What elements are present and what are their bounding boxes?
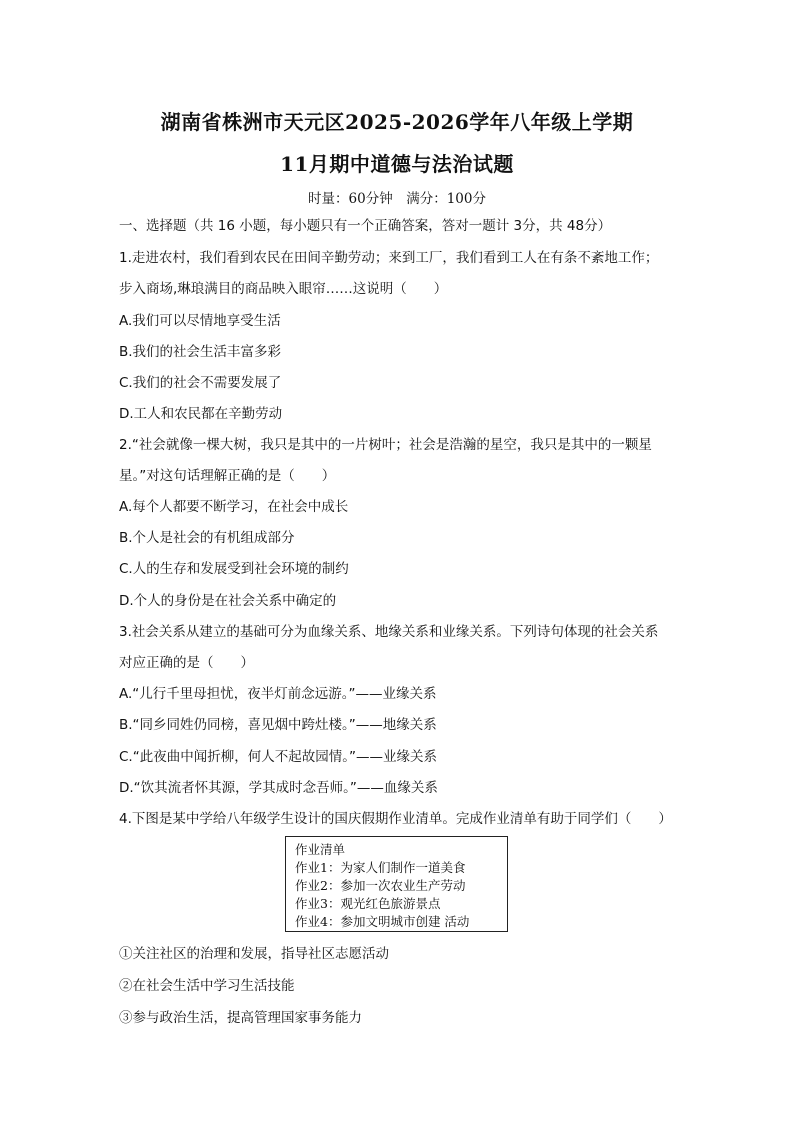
question-1-option-c: C.我们的社会不需要发展了 bbox=[119, 375, 282, 391]
homework-item-2: 作业2：参加一次农业生产劳动 bbox=[295, 878, 466, 893]
question-2-stem-line2: 星。”对这句话理解正确的是（ ） bbox=[119, 468, 336, 484]
question-3-option-c: C.“此夜曲中闻折柳，何人不起故园情。”——业缘关系 bbox=[119, 749, 437, 765]
homework-list-box bbox=[285, 836, 508, 932]
question-1-option-b: B.我们的社会生活丰富多彩 bbox=[119, 344, 282, 360]
question-2-option-a: A.每个人都要不断学习，在社会中成长 bbox=[119, 499, 349, 515]
homework-item-1: 作业1：为家人们制作一道美食 bbox=[295, 860, 466, 875]
exam-title-line2: 11月期中道德与法治试题 bbox=[280, 152, 514, 176]
question-3-stem-line2: 对应正确的是（ ） bbox=[119, 655, 254, 671]
exam-info: 时量：60分钟 满分：100分 bbox=[308, 191, 486, 207]
question-4-statement-1: ①关注社区的治理和发展，指导社区志愿活动 bbox=[119, 946, 389, 962]
question-4-statement-3: ③参与政治生活，提高管理国家事务能力 bbox=[119, 1010, 362, 1026]
homework-item-3: 作业3：观光红色旅游景点 bbox=[295, 896, 441, 911]
question-3-option-a: A.“儿行千里母担忧，夜半灯前念远游。”——业缘关系 bbox=[119, 686, 437, 702]
section-heading: 一、选择题（共 16 小题，每小题只有一个正确答案，答对一题计 3分，共 48分） bbox=[119, 218, 612, 234]
question-3-option-b: B.“同乡同姓仍同榜，喜见烟中跨灶楼。”——地缘关系 bbox=[119, 717, 437, 733]
question-1-option-d: D.工人和农民都在辛勤劳动 bbox=[119, 406, 283, 422]
question-3-stem-line1: 3.社会关系从建立的基础可分为血缘关系、地缘关系和业缘关系。下列诗句体现的社会关系 bbox=[119, 624, 659, 640]
question-2-option-b: B.个人是社会的有机组成部分 bbox=[119, 530, 295, 546]
question-1-option-a: A.我们可以尽情地享受生活 bbox=[119, 313, 281, 329]
question-2-option-c: C.人的生存和发展受到社会环境的制约 bbox=[119, 561, 349, 577]
question-4-statement-2: ②在社会生活中学习生活技能 bbox=[119, 978, 295, 994]
question-2-stem-line1: 2.“社会就像一棵大树，我只是其中的一片树叶；社会是浩瀚的星空，我只是其中的一颗星 bbox=[119, 437, 652, 453]
homework-list-heading: 作业清单 bbox=[295, 842, 346, 857]
homework-item-4: 作业4：参加文明城市创建 活动 bbox=[295, 914, 470, 929]
question-3-option-d: D.“饮其流者怀其源，学其成时念吾师。”——血缘关系 bbox=[119, 780, 438, 796]
exam-title-line1: 湖南省株洲市天元区2025-2026学年八年级上学期 bbox=[160, 110, 634, 134]
question-1-stem-line2: 步入商场,琳琅满目的商品映入眼帘……这说明（ ） bbox=[119, 281, 448, 297]
question-1-stem-line1: 1.走进农村，我们看到农民在田间辛勤劳动；来到工厂，我们看到工人在有条不紊地工作； bbox=[119, 250, 659, 266]
question-2-option-d: D.个人的身份是在社会关系中确定的 bbox=[119, 593, 337, 609]
question-4-stem: 4.下图是某中学给八年级学生设计的国庆假期作业清单。完成作业清单有助于同学们（ ） bbox=[119, 811, 672, 827]
